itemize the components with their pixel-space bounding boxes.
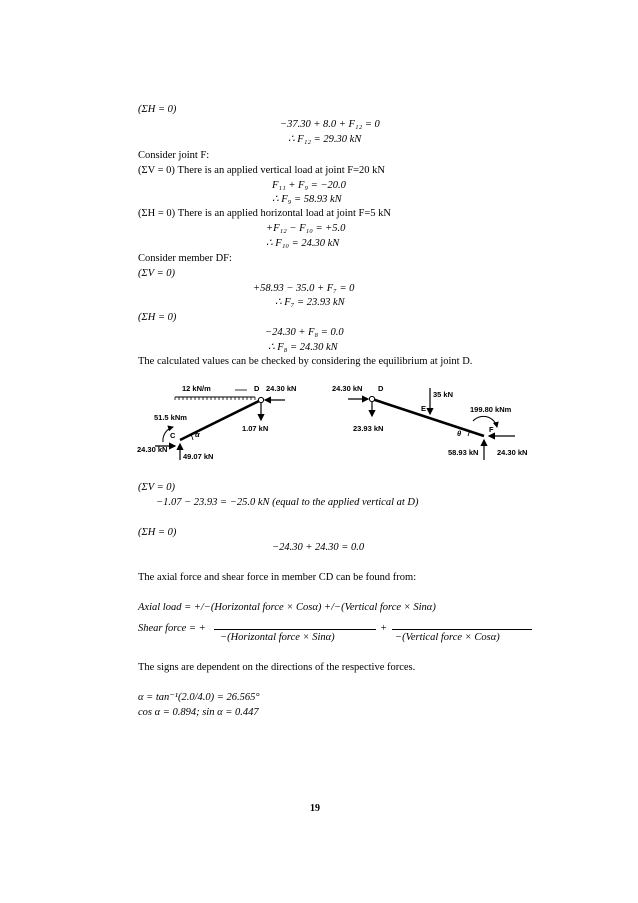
member-cd: [180, 400, 261, 440]
equation: −24.30 + F₈ = 0.0: [265, 327, 344, 338]
free-body-diagrams: [135, 380, 540, 460]
label-h-c: 24.30 kN: [137, 445, 168, 454]
trig-values: cos α = 0.894; sin α = 0.447: [138, 707, 259, 718]
hinge-d-icon: [258, 397, 263, 402]
sum-h-member-df: (ΣH = 0): [138, 312, 177, 323]
fraction-bar: [392, 629, 532, 630]
label-udl: 12 kN/m: [182, 384, 211, 393]
label-h-f: 24.30 kN: [497, 448, 528, 457]
sum-h-joint-f: (ΣH = 0) There is an applied horizontal load at joint F=5 kN: [138, 208, 391, 219]
udl-hatching: [175, 397, 255, 400]
label-joint-d: D: [254, 384, 260, 393]
label-v-f: 58.93 kN: [448, 448, 479, 457]
member-df-heading: Consider member DF:: [138, 253, 232, 264]
equation: −24.30 + 24.30 = 0.0: [272, 542, 365, 553]
equation: ∴ F₁₀ = 24.30 kN: [266, 238, 340, 249]
joint-f-heading: Consider joint F:: [138, 150, 210, 161]
label-v-d: 23.93 kN: [353, 424, 384, 433]
label-alpha: α: [195, 430, 200, 439]
equation: F₁₁ + F₉ = −20.0: [272, 180, 346, 191]
check-paragraph: The calculated values can be checked by considering the equilibrium at joint D.: [138, 356, 473, 367]
label-h-d: 24.30 kN: [266, 384, 297, 393]
equation: ∴ F₈ = 24.30 kN: [268, 342, 338, 353]
label-moment-f: 199.80 kNm: [470, 405, 512, 414]
label-joint-f: F: [489, 425, 494, 434]
label-h-d: 24.30 kN: [332, 384, 363, 393]
fraction-bar: [214, 629, 376, 630]
label-load-e: 35 kN: [433, 390, 454, 399]
equation: ∴ F₁₂ = 29.30 kN: [288, 134, 362, 145]
sum-h-joint-d: (ΣH = 0): [138, 527, 177, 538]
label-joint-e: E: [421, 404, 427, 413]
label-theta: θ: [457, 429, 462, 438]
axial-shear-intro: The axial force and shear force in member CD can be found from:: [138, 572, 417, 583]
angle-alpha-arc: [191, 435, 193, 440]
shear-denominator-1: −(Horizontal force × Sinα): [220, 632, 335, 643]
sum-v-member-df: (ΣV = 0): [138, 268, 176, 279]
sum-v-joint-d: (ΣV = 0): [138, 482, 176, 493]
axial-load-formula: Axial load = +/−(Horizontal force × Cosα) +/−(Vertical force × Sinα): [138, 602, 436, 613]
label-joint-c: C: [170, 431, 176, 440]
shear-plus: +: [380, 623, 388, 634]
label-moment-c: 51.5 kNm: [154, 413, 187, 422]
equation: +58.93 − 35.0 + F₇ = 0: [253, 283, 355, 294]
hinge-d-icon: [369, 396, 374, 401]
label-joint-d: D: [378, 384, 384, 393]
shear-force-lhs: Shear force = +: [138, 623, 206, 634]
label-v-d: 1.07 kN: [242, 424, 269, 433]
signs-paragraph: The signs are dependent on the directions of the respective forces.: [138, 662, 416, 673]
equation: −1.07 − 23.93 = −25.0 kN (equal to the applied vertical at D): [156, 497, 419, 508]
alpha-equation: α = tan⁻¹(2.0/4.0) = 26.565°: [138, 692, 260, 703]
equation: ∴ F₉ = 58.93 kN: [272, 194, 342, 205]
right-free-body-diagram: [332, 384, 527, 460]
label-v-c: 49.07 kN: [183, 452, 214, 460]
sum-h-heading: (ΣH = 0): [138, 104, 177, 115]
member-df: [372, 399, 484, 436]
left-free-body-diagram: [137, 384, 296, 460]
page-number: 19: [310, 803, 320, 814]
equation: +F₁₂ − F₁₀ = +5.0: [266, 223, 346, 234]
equation: −37.30 + 8.0 + F₁₂ = 0: [280, 119, 380, 130]
sum-v-joint-f: (ΣV = 0) There is an applied vertical load at joint F=20 kN: [138, 165, 385, 176]
equation: ∴ F₇ = 23.93 kN: [275, 297, 345, 308]
shear-denominator-2: −(Vertical force × Cosα): [395, 632, 500, 643]
